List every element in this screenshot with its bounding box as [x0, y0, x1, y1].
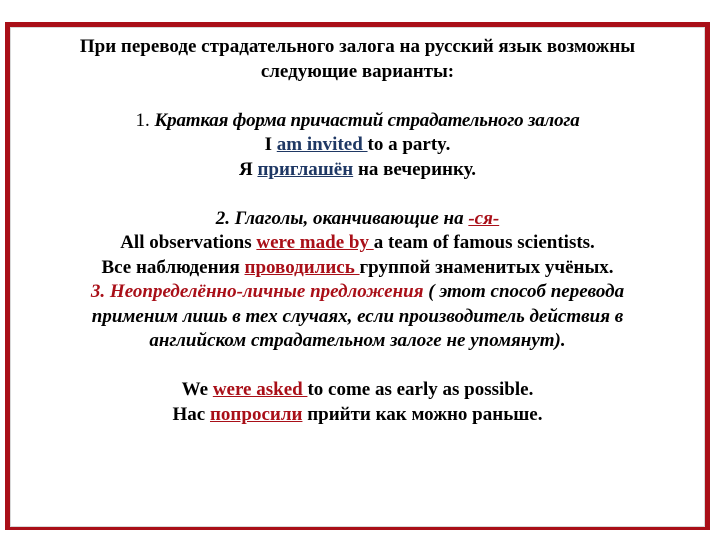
variant3-line-1 — [10, 280, 705, 305]
variant3-ru-highlight: попросили — [209, 403, 303, 425]
variant3-line-3: английском страдательном залоге не упомянут). — [149, 330, 566, 351]
variant2-en-before: All observations — [120, 232, 257, 253]
variant2-suffix: -ся- — [468, 207, 500, 229]
variant2-title — [10, 207, 705, 232]
variant1-example-ru — [10, 158, 705, 183]
variant1-ru-highlight: приглашён — [257, 158, 354, 180]
variant3-ru-before: Нас — [172, 403, 210, 425]
content-frame — [5, 22, 710, 530]
variant1-en-after: to a party. — [367, 134, 451, 155]
variant2-en-after: a team of famous scientists. — [373, 232, 595, 253]
variant1-ru-before: Я — [238, 158, 258, 180]
variant2-ru-before: Все наблюдения — [101, 256, 245, 278]
variant1-title-text: Краткая форма причастий страдательного залога — [154, 109, 580, 131]
variant1-title — [10, 109, 705, 134]
top-bar — [62, 0, 656, 22]
variant3-en-after: to come as early as possible. — [307, 379, 534, 400]
variant1-en-before: I — [264, 134, 277, 155]
variant1-example-en — [10, 133, 705, 158]
variant3-line1-rest: ( этот способ перевода — [423, 281, 625, 302]
variant3-example-en — [10, 378, 705, 403]
variant1-ru-after: на вечеринку. — [353, 158, 476, 180]
variant2-example-ru — [10, 256, 705, 281]
variant3-ru-after: прийти как можно раньше. — [302, 403, 543, 425]
variant2-ru-after: группой знаменитых учёных. — [359, 256, 614, 278]
variant3-en-before: We — [181, 379, 213, 400]
variant2-example-en — [10, 231, 705, 256]
variant1-number: 1. — [135, 109, 150, 131]
variant1-en-highlight: am invited — [276, 134, 368, 155]
spacer — [10, 84, 705, 109]
variant3-en-highlight: were asked — [212, 379, 308, 400]
heading-line-1: При переводе страдательного залога на русский язык возможны — [79, 36, 636, 57]
variant3-title: 3. Неопределённо-личные предложения — [90, 281, 424, 302]
variant3-line-2: применим лишь в тех случаях, если производитель действия в — [91, 305, 624, 327]
variant2-ru-highlight: проводились — [244, 256, 360, 278]
variant3-example-ru — [10, 403, 705, 428]
slide-content — [10, 35, 705, 427]
heading-line-2: следующие варианты: — [260, 60, 455, 82]
variant2-en-highlight: were made by — [256, 232, 374, 253]
variant2-title-text: 2. Глаголы, оканчивающие на — [215, 207, 469, 229]
spacer — [10, 182, 705, 207]
spacer — [10, 354, 705, 379]
